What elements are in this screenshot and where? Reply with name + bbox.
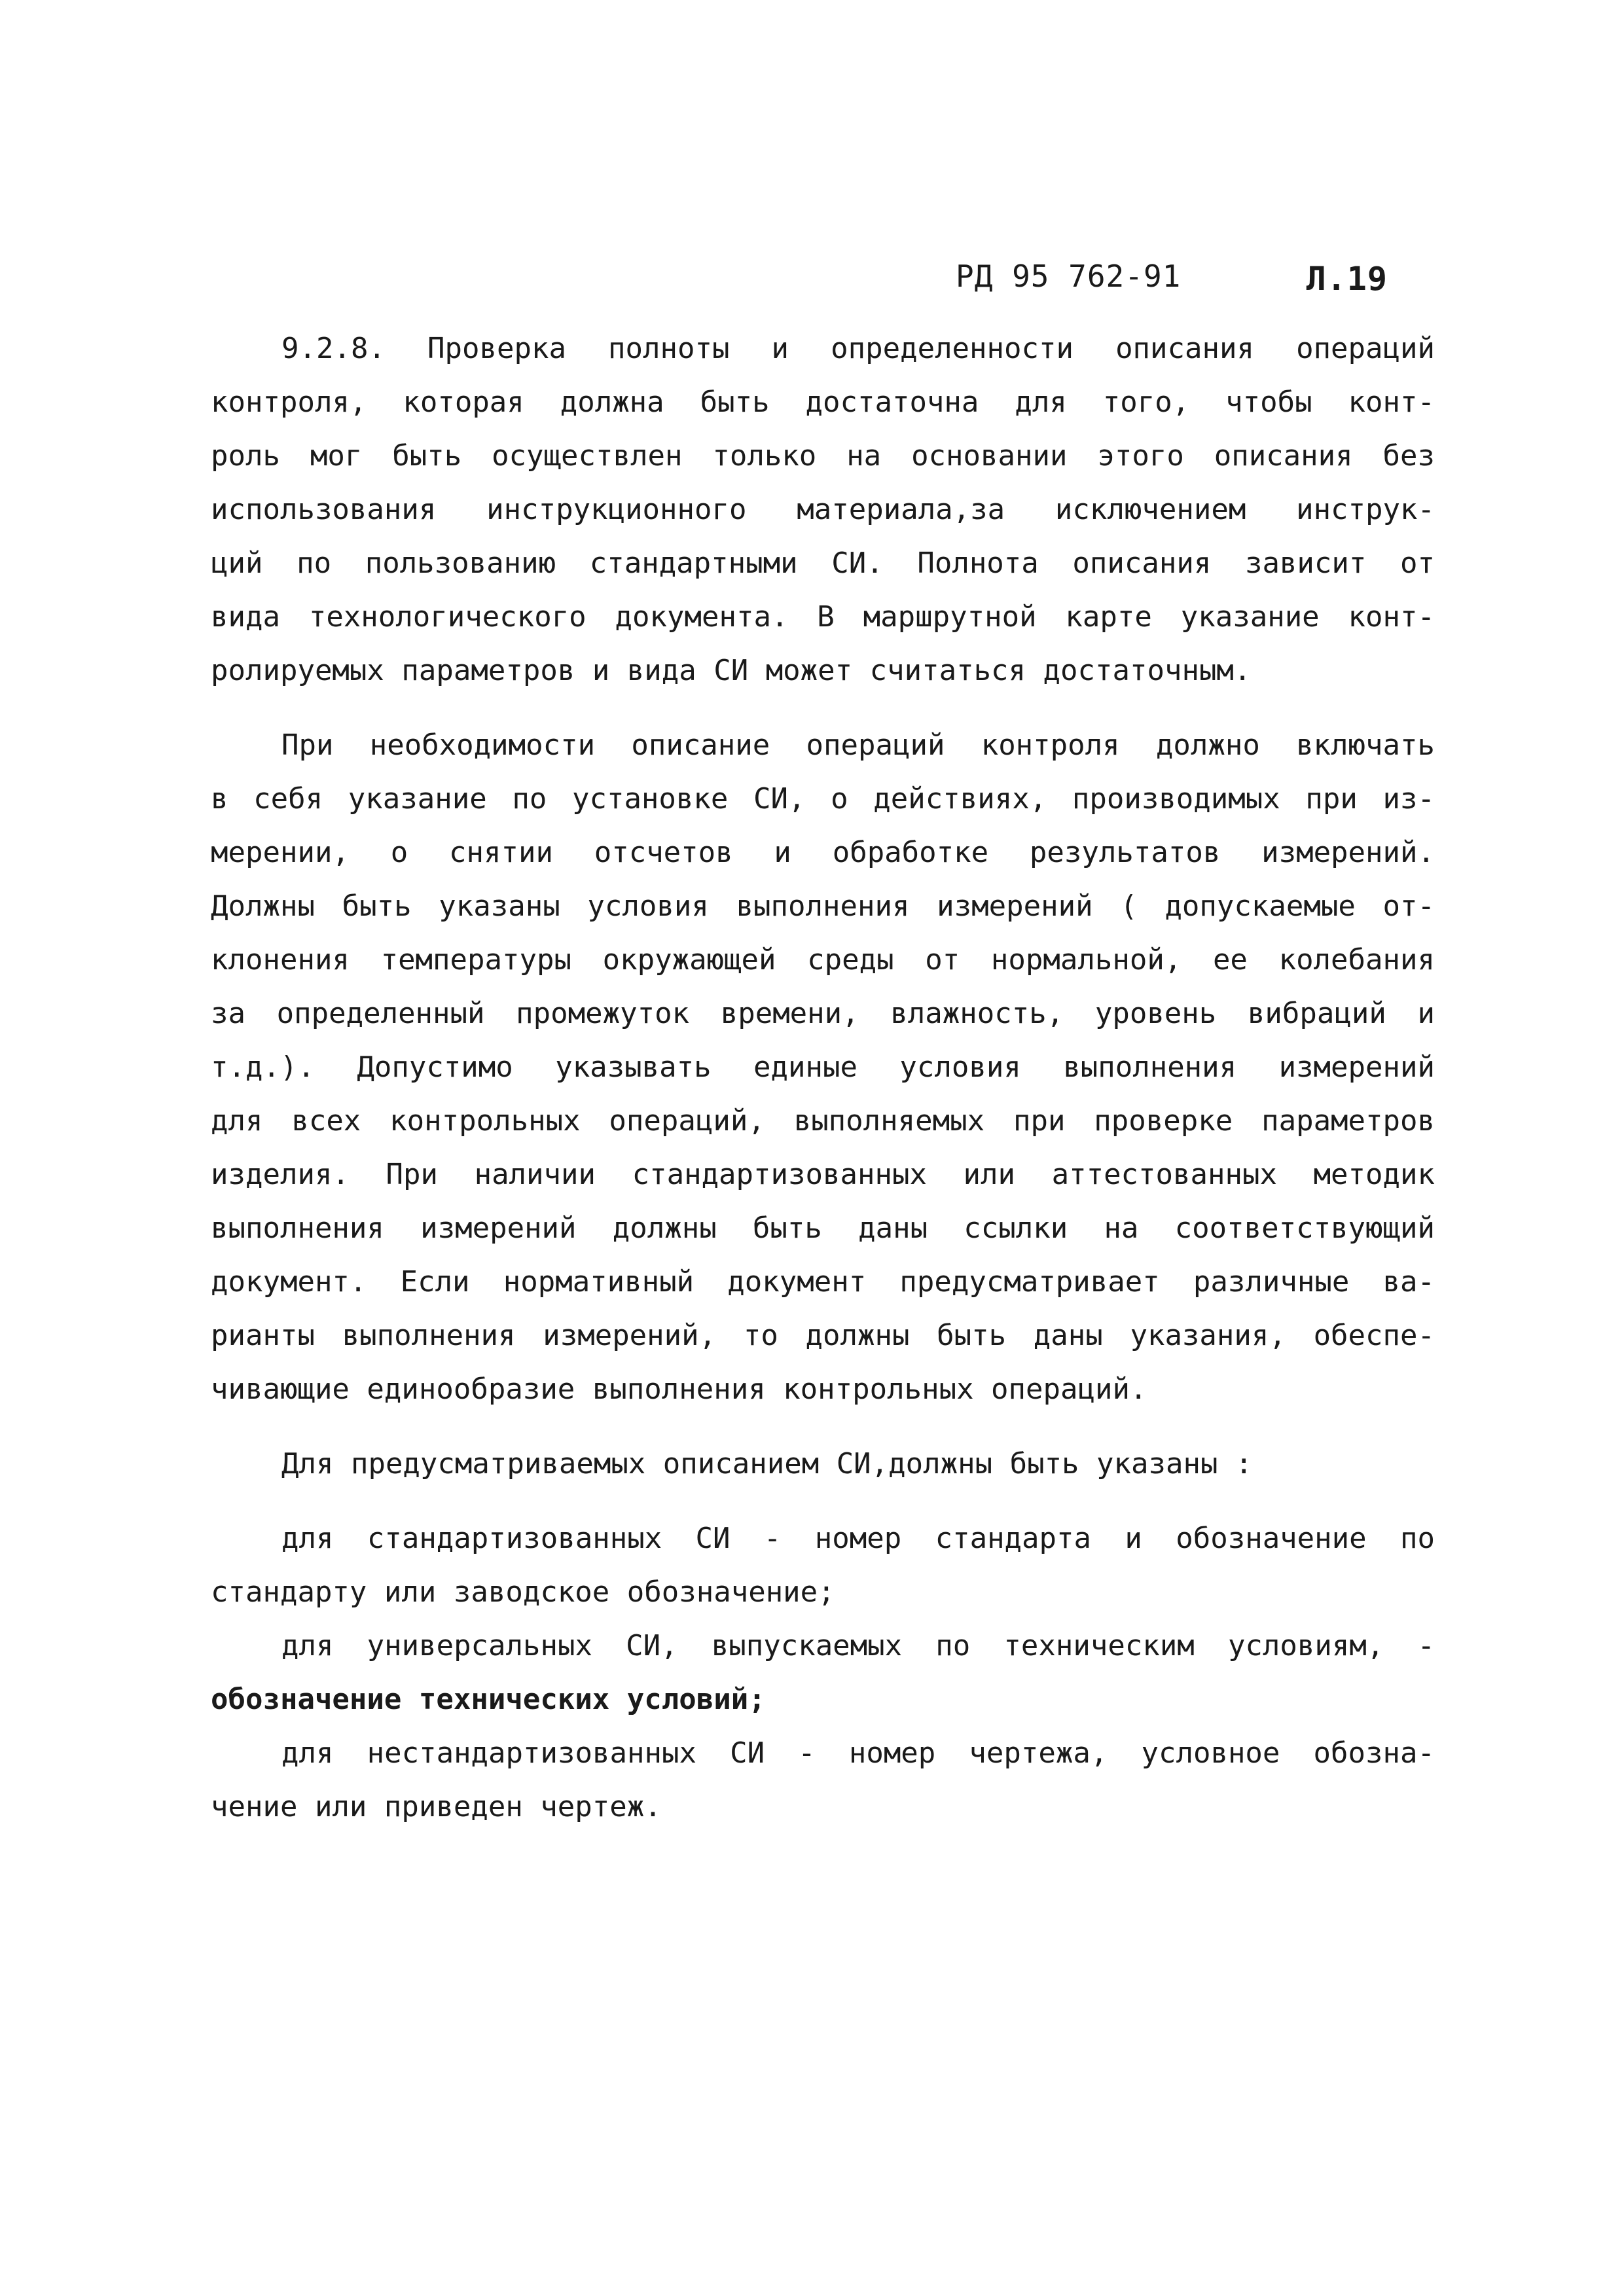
text-line: ролируемых параметров и вида СИ может считаться достаточным.: [211, 654, 1252, 687]
text-line: для всех контрольных операций, выполняемых при проверке параметров: [211, 1104, 1435, 1138]
text-line: Для предусматриваемых описанием СИ,должны быть указаны :: [281, 1447, 1253, 1480]
text-line: мерении, о снятии отсчетов и обработке результатов измерений.: [211, 836, 1435, 869]
document-code: РД 95 762-91: [956, 259, 1182, 294]
text-line: т.д.). Допустимо указывать единые условия выполнения измерений: [211, 1050, 1435, 1084]
text-line: Должны быть указаны условия выполнения измерений ( допускаемые от-: [211, 889, 1435, 923]
list-item-universal: [211, 1619, 1435, 1727]
text-line: 9.2.8. Проверка полноты и определенности описания операций: [281, 332, 1435, 365]
text-line: документ. Если нормативный документ предусматривает различные ва-: [211, 1265, 1435, 1299]
text-line: рианты выполнения измерений, то должны быть даны указания, обеспе-: [211, 1319, 1435, 1352]
text-line: в себя указание по установке СИ, о действиях, производимых при из-: [211, 782, 1435, 816]
text-line: для универсальных СИ, выпускаемых по техническим условиям, -: [281, 1629, 1435, 1662]
document-body: [211, 322, 1435, 1834]
text-line: При необходимости описание операций контроля должно включать: [281, 728, 1435, 762]
text-line: контроля, которая должна быть достаточна для того, чтобы конт-: [211, 386, 1435, 419]
sheet-number: Л.19: [1306, 260, 1388, 298]
paragraph-9-2-8: [211, 322, 1435, 698]
text-line: чивающие единообразие выполнения контрольных операций.: [211, 1372, 1147, 1406]
text-line: для стандартизованных СИ - номер стандарта и обозначение по: [281, 1522, 1435, 1555]
text-line: клонения температуры окружающей среды от нормальной, ее колебания: [211, 943, 1435, 977]
text-line: изделия. При наличии стандартизованных или аттестованных методик: [211, 1158, 1435, 1191]
text-line: роль мог быть осуществлен только на основании этого описания без: [211, 439, 1435, 473]
text-line: стандарту или заводское обозначение;: [211, 1575, 835, 1609]
list-item-nonstandardized: [211, 1727, 1435, 1834]
text-line: вида технологического документа. В маршрутной карте указание конт-: [211, 600, 1435, 634]
paragraph-list-intro: [211, 1437, 1435, 1491]
text-line: для нестандартизованных СИ - номер чертежа, условное обозна-: [281, 1736, 1435, 1770]
text-line: выполнения измерений должны быть даны ссылки на соответствующий: [211, 1211, 1435, 1245]
page-header: [956, 259, 1427, 311]
text-line: за определенный промежуток времени, влажность, уровень вибраций и: [211, 997, 1435, 1030]
text-line: ций по пользованию стандартными СИ. Полнота описания зависит от: [211, 547, 1435, 580]
list-item-standardized: [211, 1512, 1435, 1619]
text-line: обозначение технических условий;: [211, 1683, 766, 1716]
paragraph-measurement-conditions: [211, 719, 1435, 1416]
text-line: чение или приведен чертеж.: [211, 1790, 662, 1823]
text-line: использования инструкционного материала,за исключением инструк-: [211, 493, 1435, 526]
